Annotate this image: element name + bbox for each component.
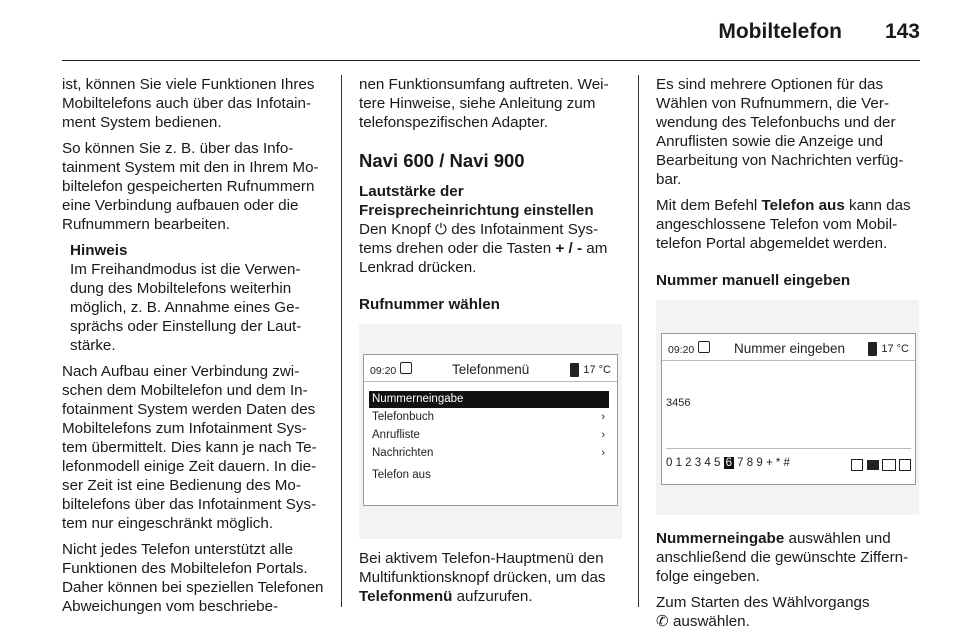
menu-item[interactable] — [369, 445, 609, 462]
menu-item[interactable] — [369, 427, 609, 444]
screenshot-nummer-eingeben — [656, 300, 919, 515]
number-display: 3456 — [666, 397, 691, 409]
edit-keys — [851, 455, 911, 475]
menu-item-label: Telefon aus — [372, 469, 431, 481]
paragraph: So können Sie z. B. über das Infotainment System mit den in Ihrem Mobiltelefon gespeicherten Rufnummern eine Verbindung aufbauen oder die Rufnummern bearbeiten. — [62, 140, 319, 233]
menu-item[interactable] — [369, 409, 609, 426]
keypad-icon — [882, 459, 896, 471]
temperature: 17 °C — [868, 340, 909, 359]
paragraph: Nach Aufbau einer Verbindung zwischen dem Mobiltelefon und dem Infotainment System werden Daten des Mobiltelefons zum Infotainment System übermittelt. Dies kann je nach Telefonmodell einige Zeit dauern. In dieser Zeit ist eine Bedienung des Mobiltelefons über das Infotainment System nur eingeschränkt möglich. — [62, 363, 317, 532]
chevron-right-icon: › — [601, 411, 605, 423]
paragraph: Nicht jedes Telefon unterstützt alle Funktionen des Mobiltelefon Portals. Daher können bei speziellen Telefonen Abweichungen vom beschriebe- — [62, 541, 324, 615]
cursor-icon — [851, 459, 863, 471]
subheading-manual: Nummer manuell eingeben — [656, 272, 851, 289]
clock: 09:20 — [668, 344, 695, 356]
column-separator-2 — [638, 75, 639, 607]
menu-item-label: Telefonbuch — [372, 411, 435, 423]
section-heading: Navi 600 / Navi 900 — [359, 150, 525, 171]
menu-item-label: Nummerneingabe — [372, 393, 464, 405]
status-bar — [364, 355, 617, 382]
menu-name: Telefonmenü — [359, 588, 453, 605]
sync-icon — [400, 362, 412, 374]
option-name: Nummerneingabe — [656, 530, 785, 547]
clock: 09:20 — [370, 365, 397, 377]
menu-item-label: Nachrichten — [372, 447, 434, 459]
hint-text: Im Freihandmodus ist die Verwendung des Mobiltelefons weiterhin möglich, z. B. Annahme eines Gesprächs oder Einstellung der Lautstärke. — [70, 261, 302, 354]
paragraph: Bei aktivem Telefon-Hauptmenü den Multifunktionsknopf drücken, um das Telefonmenü aufzurufen. — [359, 550, 606, 605]
phone-battery-icon — [570, 363, 579, 377]
paragraph: Zum Starten des Wählvorgangs ✆ auswählen. — [656, 594, 870, 630]
screen-title: Nummer eingeben — [734, 341, 846, 356]
sync-icon — [698, 341, 710, 353]
paragraph: Mit dem Befehl Telefon aus kann das angeschlossene Telefon vom Mobiltelefon Portal abgemeldet werden. — [656, 197, 911, 252]
phone-icon: ✆ — [656, 613, 669, 630]
phone-battery-icon — [868, 342, 877, 356]
status-bar — [662, 334, 915, 361]
page-number: 143 — [884, 20, 920, 43]
column-3 — [656, 75, 921, 638]
display-screen — [363, 354, 618, 506]
digit-row: 0 1 2 3 4 5 6 7 8 9 + * # — [666, 448, 911, 473]
paragraph: ist, können Sie viele Funktionen Ihres Mobiltelefons auch über das Infotainment System bedienen. — [62, 76, 315, 131]
subheading-volume: Lautstärke der Freisprecheinrichtung einstellen — [359, 183, 594, 219]
paragraph: Es sind mehrere Optionen für das Wählen von Rufnummern, die Verwendung des Telefonbuchs und der Anruflisten sowie die Anzeige und Bearbeitung von Nachrichten verfügbar. — [656, 76, 904, 188]
temperature: 17 °C — [570, 361, 611, 380]
column-2 — [359, 75, 622, 613]
digit-selected: 6 — [725, 457, 732, 469]
paragraph: Nummerneingabe auswählen und anschließend die gewünschte Ziffernfolge eingeben. — [656, 530, 909, 585]
delete-icon — [867, 460, 879, 470]
hint-box — [62, 241, 324, 355]
screen-title: Telefonmenü — [452, 362, 530, 377]
paragraph-volume: Den Knopf ⏻ des Infotainment Systems drehen oder die Tasten + / - am Lenkrad drücken. — [359, 221, 608, 276]
column-separator-1 — [341, 75, 342, 607]
subheading-dial: Rufnummer wählen — [359, 296, 500, 313]
menu-item-label: Anrufliste — [372, 429, 420, 441]
menu-item[interactable] — [369, 391, 609, 408]
command-name: Telefon aus — [761, 197, 845, 214]
column-1 — [62, 75, 324, 623]
hint-title: Hinweis — [70, 242, 128, 259]
chevron-right-icon: › — [601, 447, 605, 459]
power-knob-icon: ⏻ — [435, 221, 448, 238]
display-screen — [661, 333, 916, 485]
chevron-right-icon: › — [601, 429, 605, 441]
call-icon — [899, 459, 911, 471]
header-rule — [62, 60, 920, 61]
page-title: Mobiltelefon — [718, 20, 842, 43]
screenshot-telefonmenu — [359, 324, 622, 539]
paragraph: nen Funktionsumfang auftreten. Weitere Hinweise, siehe Anleitung zum telefonspezifischen Adapter. — [359, 76, 609, 131]
plus-minus-keys: + / - — [555, 240, 583, 257]
menu-item[interactable] — [369, 467, 609, 484]
